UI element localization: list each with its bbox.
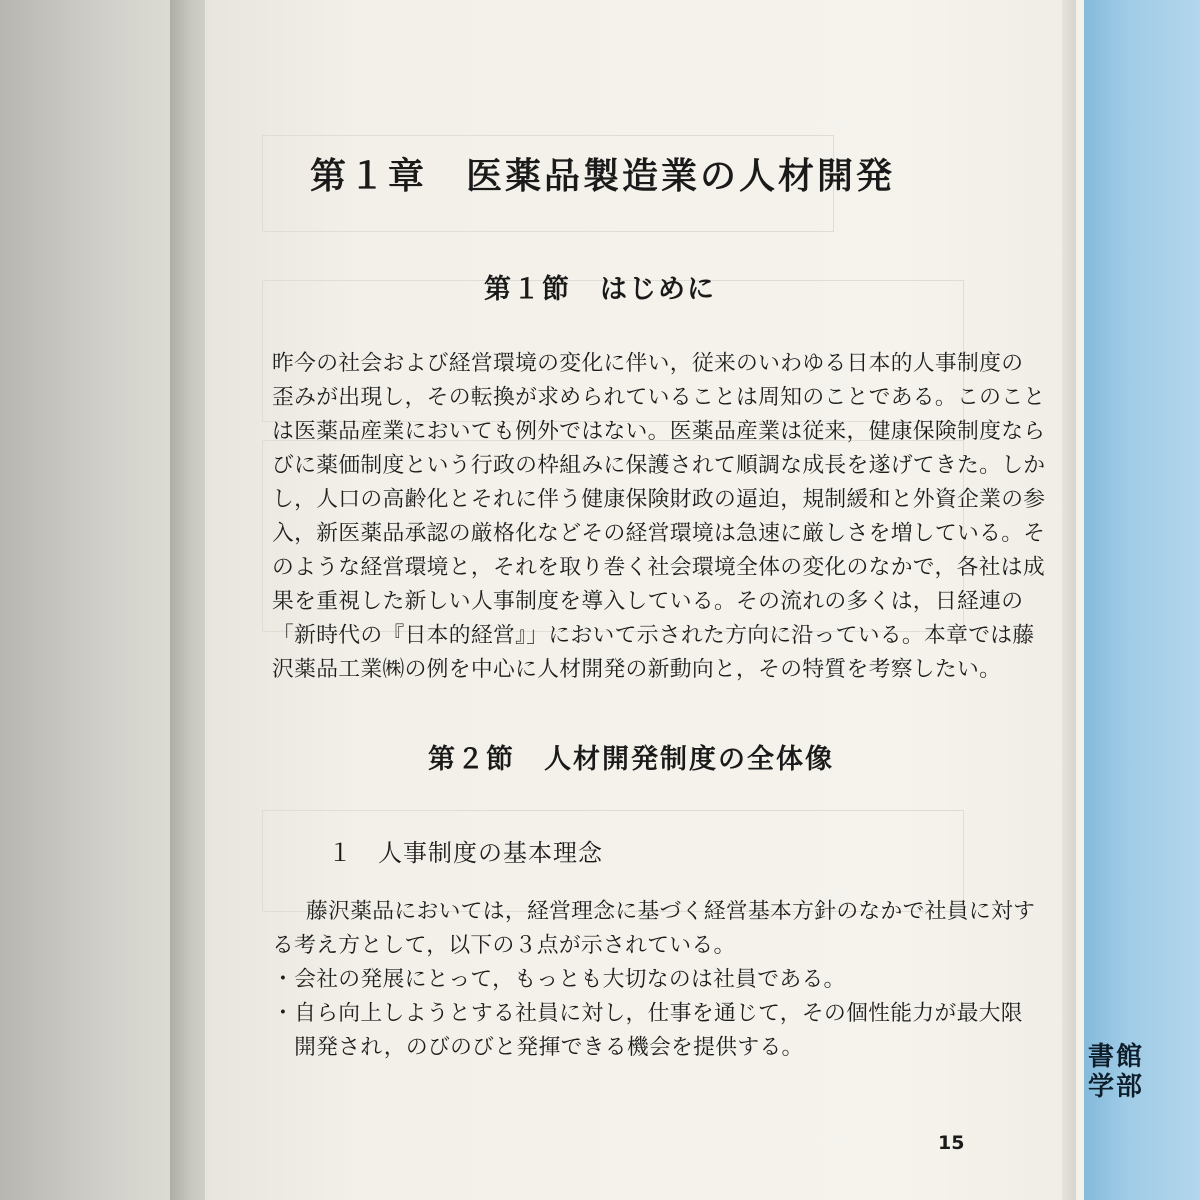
text-line: 昨今の社会および経営環境の変化に伴い，従来のいわゆる日本的人事制度の [272, 351, 1024, 376]
text-line: 藤沢薬品においては，経営理念に基づく経営基本方針のなかで社員に対す [306, 899, 1036, 924]
text-line: 沢薬品工業㈱の例を中心に人材開発の新動向と，その特質を考察したい。 [272, 657, 1002, 682]
page-number: 15 [938, 1132, 965, 1154]
list-item: ・自ら向上しようとする社員に対し，仕事を通じて，その個性能力が最大限 [272, 1001, 1023, 1026]
subsection-1-title: １ 人事制度の基本理念 [328, 839, 603, 867]
cover-text-line: 書館 [1088, 1042, 1145, 1072]
section-2-title: 第２節 人材開発制度の全体像 [428, 744, 834, 775]
text-line: し，人口の高齢化とそれに伴う健康保険財政の逼迫，規制緩和と外資企業の参 [272, 487, 1046, 512]
cover-text-line: 学部 [1088, 1072, 1145, 1102]
text-line: 入，新医薬品承認の厳格化などその経営環境は急速に厳しさを増している。そ [272, 521, 1046, 546]
text-line: る考え方として，以下の３点が示されている。 [272, 933, 736, 958]
section-1-title: 第１節 はじめに [484, 274, 716, 305]
text-line: のような経営環境と，それを取り巻く社会環境全体の変化のなかで，各社は成 [272, 555, 1045, 580]
show-through-left [35, 215, 165, 285]
list-item: ・会社の発展にとって，もっとも大切なのは社員である。 [272, 967, 846, 992]
text-line: 「新時代の『日本的経営』」において示された方向に沿っている。本章では藤 [272, 623, 1035, 648]
list-item-continuation: 開発され，のびのびと発揮できる機会を提供する。 [272, 1035, 804, 1060]
chapter-title: 第１章 医薬品製造業の人材開発 [309, 156, 895, 197]
text-line: びに薬価制度という行政の枠組みに保護されて順調な成長を遂げてきた。しか [272, 453, 1046, 478]
text-line: 歪みが出現し，その転換が求められていることは周知のことである。このこと [272, 385, 1046, 410]
text-line: 果を重視した新しい人事制度を導入している。その流れの多くは，日経連の [272, 589, 1024, 614]
text-line: は医薬品産業においても例外ではない。医薬品産業は従来，健康保険制度なら [272, 419, 1046, 444]
cover-text [1088, 1042, 1200, 1102]
